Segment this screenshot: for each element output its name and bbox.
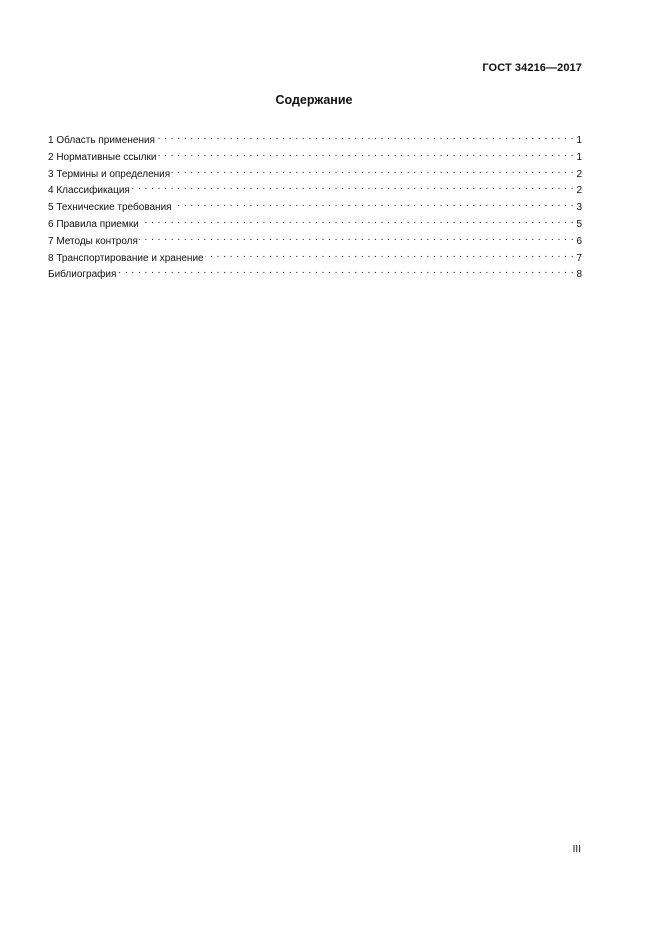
toc-entry-label: 2 Нормативные ссылки bbox=[48, 151, 157, 163]
page-number: III bbox=[572, 844, 581, 855]
toc-entry-label: 3 Термины и определения bbox=[48, 168, 171, 180]
toc-dot-leader bbox=[139, 232, 574, 244]
toc-entry-label: 4 Классификация bbox=[48, 185, 130, 197]
toc-dot-leader bbox=[173, 198, 574, 210]
toc-dot-leader bbox=[205, 249, 574, 261]
toc-dot-leader bbox=[156, 131, 574, 143]
toc-dot-leader bbox=[117, 265, 574, 277]
toc-entry-page: 1 bbox=[576, 135, 582, 146]
toc-entry-label: 1 Область применения bbox=[48, 135, 155, 146]
toc-entry-acceptance-rules[interactable] bbox=[48, 215, 582, 232]
toc-entry-classification[interactable] bbox=[48, 181, 582, 198]
toc-dot-leader bbox=[157, 148, 574, 160]
toc-entry-label: 7 Методы контроля bbox=[48, 235, 138, 247]
toc-dot-leader bbox=[131, 181, 574, 193]
toc-entry-test-methods[interactable] bbox=[48, 232, 582, 249]
toc-dot-leader bbox=[140, 215, 574, 227]
toc-entry-bibliography[interactable] bbox=[48, 265, 582, 282]
toc-entry-page: 1 bbox=[576, 151, 582, 163]
toc-entry-page: 2 bbox=[576, 168, 582, 180]
toc-entry-page: 8 bbox=[576, 269, 582, 281]
toc-entry-label: 8 Транспортирование и хранение bbox=[48, 252, 204, 264]
toc-entry-page: 3 bbox=[576, 202, 582, 214]
toc-entry-technical-requirements[interactable] bbox=[48, 198, 582, 215]
toc-entry-terms-definitions[interactable] bbox=[48, 165, 582, 182]
toc-title: Содержание bbox=[275, 93, 353, 107]
toc-entry-transport-storage[interactable] bbox=[48, 249, 582, 266]
toc-entry-page: 7 bbox=[576, 252, 582, 264]
toc-entry-scope[interactable] bbox=[48, 131, 582, 148]
toc-dot-leader bbox=[171, 165, 574, 177]
toc-entry-label: 5 Технические требования bbox=[48, 202, 172, 214]
toc-entry-page: 6 bbox=[576, 235, 582, 247]
document-code: ГОСТ 34216—2017 bbox=[482, 62, 582, 74]
toc-entry-page: 5 bbox=[576, 218, 582, 230]
toc-entry-label: 6 Правила приемки bbox=[48, 218, 139, 230]
table-of-contents bbox=[48, 131, 582, 282]
toc-entry-label: Библиография bbox=[48, 269, 117, 281]
toc-entry-page: 2 bbox=[576, 185, 582, 197]
toc-entry-normative-references[interactable] bbox=[48, 148, 582, 165]
